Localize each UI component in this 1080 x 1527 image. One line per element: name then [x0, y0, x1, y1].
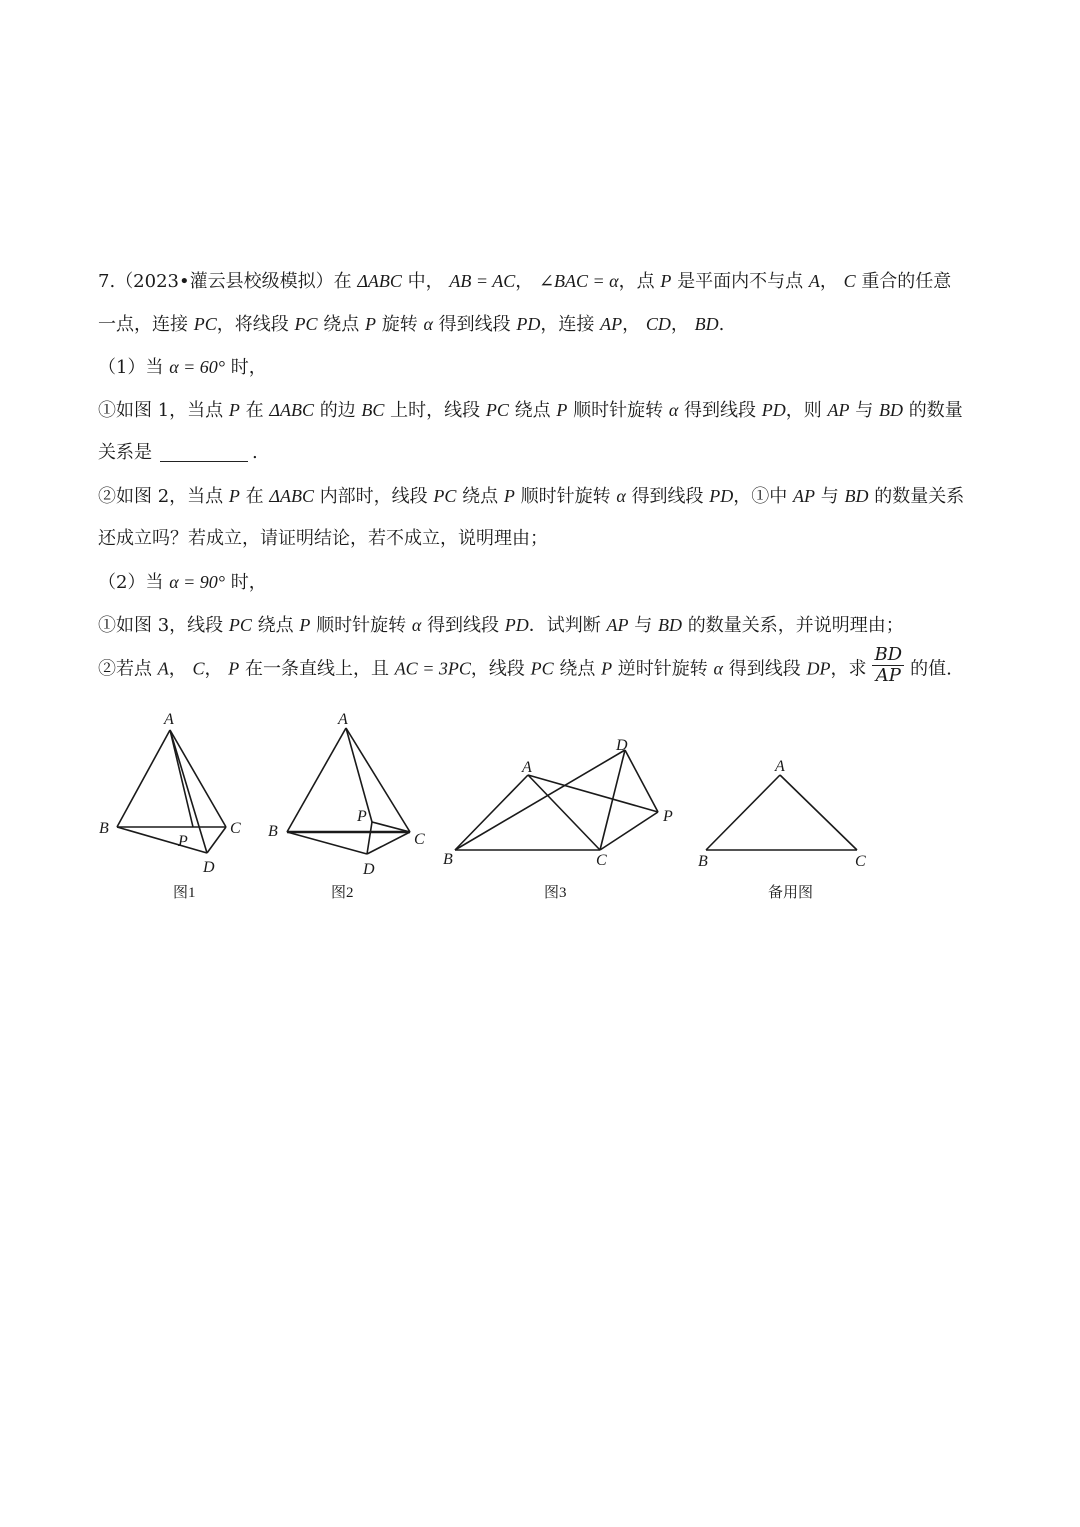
- problem-source: （2023•灌云县校级模拟）: [115, 271, 334, 292]
- problem-7: [98, 262, 988, 692]
- fig3-caption: 图3: [544, 885, 567, 901]
- fig1-label-p: P: [178, 833, 188, 850]
- spare-label-c: C: [855, 853, 866, 870]
- fig1-seg-ad: [170, 730, 207, 853]
- fig2-seg-bd: [287, 832, 367, 854]
- fig1-seg-ab: [117, 730, 170, 827]
- fig3-label-c: C: [596, 852, 607, 869]
- part1-q2-line1: ②如图 2，当点 P 在 ΔABC 内部时，线段 PC 绕点 P 顺时针旋转 α 得到线段 PD，①中 AP 与 BD 的数量关系: [98, 486, 965, 507]
- figure-spare: [706, 775, 857, 850]
- fig1-seg-ap: [170, 730, 193, 827]
- fig2-seg-ac: [346, 728, 410, 832]
- figure-3: [455, 750, 658, 850]
- fig2-label-p: P: [357, 808, 367, 825]
- part1-q1-line2: 关系是 .: [98, 434, 988, 477]
- fig2-seg-pd: [367, 822, 372, 854]
- spare-seg-ab: [706, 775, 780, 850]
- fig2-label-b: B: [268, 823, 278, 840]
- fig3-label-p: P: [663, 808, 673, 825]
- part1-q1-line1: ①如图 1，当点 P 在 ΔABC 的边 BC 上时，线段 PC 绕点 P 顺时针旋转 α 得到线段 PD，则 AP 与 BD 的数量: [98, 400, 963, 421]
- fig1-label-b: B: [99, 820, 109, 837]
- fig1-label-c: C: [230, 820, 241, 837]
- fig3-seg-dp: [625, 750, 658, 812]
- fig2-seg-ab: [287, 728, 346, 832]
- answer-blank[interactable]: [160, 439, 248, 462]
- fig3-seg-ab: [455, 775, 528, 850]
- fig3-seg-ap: [528, 775, 658, 812]
- fig3-label-d: D: [616, 737, 628, 754]
- figure-2: [287, 728, 410, 854]
- fig3-label-b: B: [443, 851, 453, 868]
- fig1-label-a: A: [164, 711, 174, 728]
- figures-row: [0, 700, 1080, 920]
- fig2-label-d: D: [363, 861, 375, 878]
- part1-heading: （1）当 α = 60° 时，: [98, 357, 267, 378]
- part2-q2: ②若点 A， C， P 在一条直线上，且 AC = 3PC，线段 PC 绕点 P 逆时针旋转 α 得到线段 DP，求 $\frac{BD}{AP}$ 的值.: [98, 644, 952, 686]
- fig3-label-a: A: [522, 759, 532, 776]
- fig3-seg-cd: [600, 750, 625, 850]
- fig1-label-d: D: [203, 859, 215, 876]
- fig3-seg-bd: [455, 750, 625, 850]
- part2-heading: （2）当 α = 90° 时，: [98, 572, 267, 593]
- fig1-seg-cd: [207, 827, 226, 853]
- spare-label-a: A: [775, 758, 785, 775]
- spare-label-b: B: [698, 853, 708, 870]
- part1-q2-line2: 还成立吗？若成立，请证明结论，若不成立，说明理由；: [98, 528, 548, 549]
- fig2-label-c: C: [414, 831, 425, 848]
- figure-1: [117, 730, 226, 853]
- fig1-caption: 图1: [173, 885, 196, 901]
- problem-line-1: 7.（2023•灌云县校级模拟）在 ΔABC 中， AB = AC， ∠BAC = α，点 P 是平面内不与点 A， C 重合的任意: [98, 271, 952, 292]
- spare-caption: 备用图: [768, 885, 814, 901]
- problem-number: 7.: [98, 271, 116, 292]
- fig2-label-a: A: [338, 711, 348, 728]
- part2-q1: ①如图 3，线段 PC 绕点 P 顺时针旋转 α 得到线段 PD．试判断 AP 与 BD 的数量关系，并说明理由；: [98, 615, 904, 636]
- fig1-seg-bd: [117, 827, 207, 853]
- problem-line-2: 一点，连接 PC，将线段 PC 绕点 P 旋转 α 得到线段 PD，连接 AP， CD， BD.: [98, 314, 725, 335]
- fig1-seg-ac: [170, 730, 226, 827]
- fig2-seg-cd: [367, 832, 410, 854]
- fig2-caption: 图2: [331, 885, 354, 901]
- spare-seg-ac: [780, 775, 857, 850]
- fraction-bd-over-ap: $\frac{BD}{AP}$: [874, 644, 903, 686]
